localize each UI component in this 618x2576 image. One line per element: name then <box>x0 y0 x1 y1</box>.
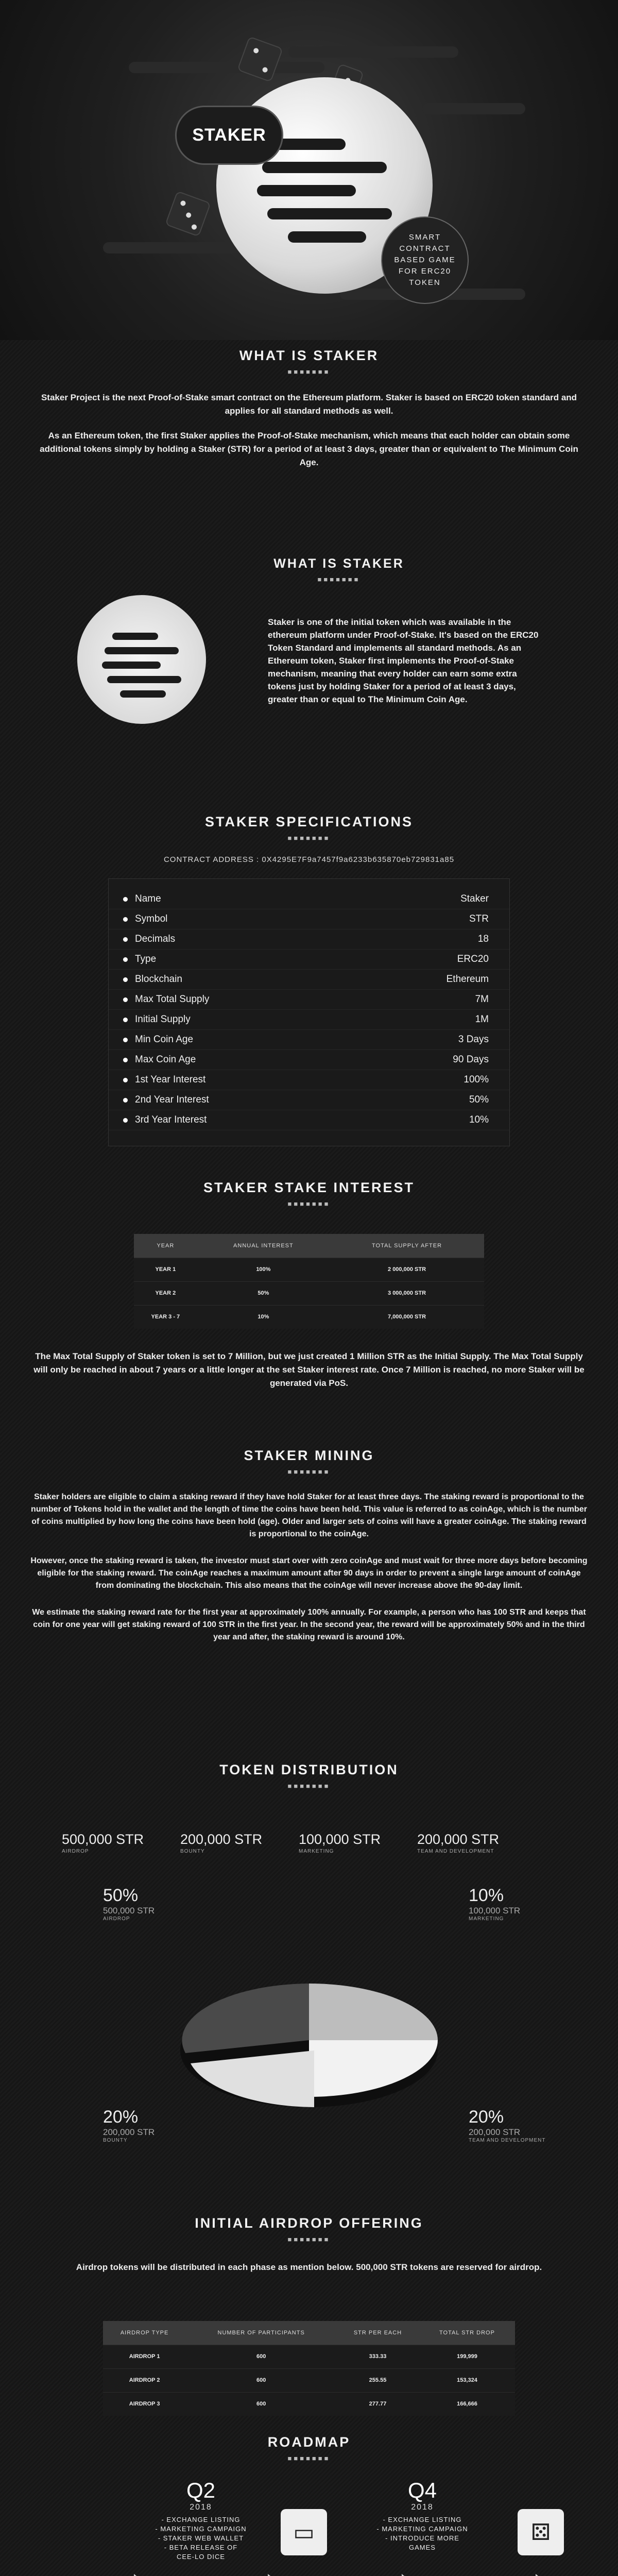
distribution-label: AIRDROP <box>62 1849 89 1854</box>
bullet-icon <box>123 1018 128 1022</box>
roadmap-item: - EXCHANGE LISTING <box>161 2516 241 2523</box>
timeline-arrow <box>134 2574 145 2576</box>
table-row <box>103 2368 515 2392</box>
table-cell: 166,666 <box>419 2392 515 2416</box>
spec-key-label: Type <box>135 954 157 964</box>
table-header-row <box>134 1234 484 1258</box>
decor-bar <box>129 62 324 73</box>
slice-name: BOUNTY <box>103 2138 128 2143</box>
spec-key-label: Decimals <box>135 934 176 944</box>
section-subtitle: ■■■■■■■ <box>287 2235 331 2243</box>
spec-row <box>109 990 509 1010</box>
roadmap-item: - MARKETING CAMPAIGN <box>376 2525 468 2533</box>
table-cell: 3 000,000 STR <box>330 1281 484 1305</box>
slice-name: MARKETING <box>469 1916 504 1922</box>
quarter-year: 2018 <box>411 2503 434 2512</box>
section-title: STAKER STAKE INTEREST <box>203 1180 415 1195</box>
table-cell: 600 <box>186 2345 336 2368</box>
hero-tagline <box>381 216 469 304</box>
contract-address: CONTRACT ADDRESS : 0X4295E7F9a7457f9a6233b635870eb729831a85 <box>163 855 455 864</box>
table-header-cell: YEAR <box>134 1234 197 1258</box>
spec-value: 90 Days <box>453 1054 489 1065</box>
hero-badge: STAKER <box>175 106 283 165</box>
pie-slice-bounty <box>309 2040 438 2097</box>
table-cell: 153,324 <box>419 2368 515 2392</box>
distribution-amount: 100,000 STR <box>299 1832 381 1847</box>
bullet-icon <box>123 1058 128 1062</box>
spec-row <box>109 1110 509 1130</box>
staker-logo-icon <box>77 595 206 724</box>
spec-key <box>123 934 175 945</box>
interest-note: The Max Total Supply of Staker token is set to 7 Million, but we just created 1 Million STR as the Initial Supply. The Max Total Supply will only be reached in about 7 years or a little longer at the set Staker interest rate. Once 7 Million is reached, no more Staker will be generated via PoS. <box>33 1351 585 1388</box>
spec-row <box>109 1010 509 1030</box>
bullet-icon <box>123 957 128 962</box>
distribution-total <box>299 1832 412 1854</box>
tagline-line: CONTRACT <box>399 244 451 253</box>
table-header-row <box>103 2321 515 2345</box>
spec-key-label: Blockchain <box>135 974 182 985</box>
bullet-icon <box>123 1118 128 1123</box>
bullet-icon <box>123 997 128 1002</box>
spec-row <box>109 1030 509 1050</box>
spec-row <box>109 1050 509 1070</box>
table-header-cell: ANNUAL INTEREST <box>197 1234 330 1258</box>
quarter-items <box>144 2515 258 2562</box>
decor-bar <box>288 46 458 58</box>
distribution-amount: 500,000 STR <box>62 1832 144 1847</box>
distribution-label: BOUNTY <box>180 1849 205 1854</box>
tagline-line: FOR ERC20 <box>398 267 452 276</box>
spec-value: Staker <box>460 893 489 904</box>
spec-key <box>123 974 182 985</box>
table-cell: 2 000,000 STR <box>330 1258 484 1281</box>
decor-bar <box>422 103 525 114</box>
spec-key-label: 2nd Year Interest <box>135 1094 209 1105</box>
specifications-table <box>108 878 510 1146</box>
table-cell: 277.77 <box>336 2392 419 2416</box>
staker-mining <box>0 1448 618 1808</box>
distribution-total <box>180 1832 294 1854</box>
roadmap-item: CEE-LO DICE <box>176 2553 226 2561</box>
wallet-icon: ▭ <box>281 2509 327 2555</box>
section-subtitle: ■■■■■■■ <box>287 1468 331 1476</box>
spec-key <box>123 954 156 965</box>
quarter-items <box>366 2515 479 2552</box>
table-header-cell: TOTAL STR DROP <box>419 2321 515 2345</box>
table-cell: 100% <box>197 1258 330 1281</box>
section-subtitle: ■■■■■■■ <box>287 2454 331 2462</box>
intro-paragraph: Staker Project is the next Proof-of-Stake smart contract on the Ethereum platform. Staker is based on ERC20 token standard and applies for all standard methods as well. <box>41 393 577 416</box>
slice-label <box>103 2107 221 2143</box>
airdrop-section <box>0 2215 618 2303</box>
spec-key <box>123 1014 191 1025</box>
distribution-total <box>417 1832 530 1854</box>
section-title: STAKER MINING <box>244 1448 374 1463</box>
bullet-icon <box>123 1078 128 1082</box>
spec-key-label: 3rd Year Interest <box>135 1114 207 1125</box>
roadmap-item: GAMES <box>409 2544 436 2551</box>
mining-paragraph: Staker holders are eligible to claim a staking reward if they have hold Staker for at least three days. The staking reward is proportional to the number of Tokens hold in the wallet and the length of time the coins have been held. This value is referred to as coinAge, which is the number of coins multiplied by how long the coins have been hold (age). Older and larger sets of coins will have a greater coinAge. The staking reward is proportional to the coinAge. <box>31 1493 587 1538</box>
roadmap-header <box>0 2434 618 2486</box>
spec-key-label: 1st Year Interest <box>135 1074 206 1085</box>
table-cell: 333.33 <box>336 2345 419 2368</box>
table-row <box>134 1258 484 1281</box>
section-title: ROADMAP <box>267 2434 351 2450</box>
distribution-amount: 200,000 STR <box>417 1832 500 1847</box>
slice-name: TEAM AND DEVELOPMENT <box>469 2138 546 2143</box>
spec-value: Ethereum <box>446 974 489 985</box>
roadmap-item: - INTRODUCE MORE <box>385 2534 459 2542</box>
table-cell: AIRDROP 3 <box>103 2392 186 2416</box>
spec-value: ERC20 <box>457 954 489 964</box>
spec-row <box>109 909 509 929</box>
spec-value: 10% <box>469 1114 489 1125</box>
spec-value: 1M <box>475 1014 489 1025</box>
spec-key-label: Min Coin Age <box>135 1034 194 1045</box>
roadmap-quarter <box>144 2478 258 2562</box>
slice-amount: 200,000 STR <box>469 2127 521 2137</box>
slice-percent: 20% <box>103 2107 139 2127</box>
table-cell: AIRDROP 1 <box>103 2345 186 2368</box>
roadmap-item: - MARKETING CAMPAIGN <box>155 2525 247 2533</box>
slice-label <box>469 1886 587 1922</box>
airdrop-paragraph: Airdrop tokens will be distributed in each phase as mention below. 500,000 STR tokens are reserved for airdrop. <box>76 2262 542 2272</box>
spec-key-label: Name <box>135 893 161 904</box>
intro-paragraph: As an Ethereum token, the first Staker applies the Proof-of-Stake mechanism, which means that each holder can obtain some additional tokens simply by holding a Staker (STR) for a period of at least 3 days, greater than or equivalent to The Minimum Coin Age. <box>40 431 578 467</box>
slice-percent: 50% <box>103 1886 139 1905</box>
section-title: STAKER SPECIFICATIONS <box>204 814 414 829</box>
dice-icon: ⚄ <box>518 2509 564 2555</box>
staker-logo <box>77 595 206 724</box>
table-row <box>103 2392 515 2416</box>
roadmap-item: - STAKER WEB WALLET <box>158 2534 244 2542</box>
tagline-line: TOKEN <box>409 278 441 287</box>
roadmap-item: - BETA RELEASE OF <box>164 2544 238 2551</box>
table-cell: 7,000,000 STR <box>330 1305 484 1329</box>
spec-value: STR <box>469 913 489 924</box>
interest-table <box>134 1234 484 1329</box>
tagline-line: SMART <box>408 233 441 242</box>
quarter-label: Q2 <box>186 2478 216 2502</box>
spec-row <box>109 1070 509 1090</box>
bullet-icon <box>123 977 128 982</box>
bullet-icon <box>123 897 128 902</box>
dice-icon <box>165 191 211 237</box>
distribution-amount: 200,000 STR <box>180 1832 263 1847</box>
spec-key <box>123 994 209 1005</box>
bullet-icon <box>123 937 128 942</box>
pie-slice-marketing <box>309 1984 438 2040</box>
distribution-label: MARKETING <box>299 1849 334 1854</box>
timeline-arrow <box>268 2574 279 2576</box>
airdrop-table <box>103 2321 515 2416</box>
spec-key <box>123 1094 209 1106</box>
timeline-arrow <box>536 2574 547 2576</box>
table-header-cell: AIRDROP TYPE <box>103 2321 186 2345</box>
spec-key <box>123 1034 193 1045</box>
spec-value: 50% <box>469 1094 489 1105</box>
slice-label <box>103 1886 221 1922</box>
spec-value: 3 Days <box>458 1034 489 1045</box>
table-cell: 50% <box>197 1281 330 1305</box>
table-cell: AIRDROP 2 <box>103 2368 186 2392</box>
table-cell: YEAR 2 <box>134 1281 197 1305</box>
table-cell: 600 <box>186 2392 336 2416</box>
spec-key <box>123 1074 205 1086</box>
distribution-label: TEAM AND DEVELOPMENT <box>417 1849 494 1854</box>
what-is-staker-detail <box>0 544 618 811</box>
section-title: TOKEN DISTRIBUTION <box>219 1762 399 1777</box>
spec-value: 18 <box>477 934 489 944</box>
spec-key-label: Max Total Supply <box>135 994 210 1005</box>
slice-amount: 500,000 STR <box>103 1906 155 1916</box>
table-cell: 255.55 <box>336 2368 419 2392</box>
section-subtitle: ■■■■■■■ <box>287 368 331 376</box>
roadmap-quarter <box>366 2478 479 2552</box>
mining-paragraph: We estimate the staking reward rate for the first year at approximately 100% annually. For example, a person who has 100 STR and keeps that coin for one year will get staking reward of 100 STR in the first year. In the second year, the reward will be approximately 50% and in the third year and after, the staking reward is around 10%. <box>32 1608 586 1641</box>
slice-label <box>469 2107 587 2143</box>
distribution-pie-chart <box>154 1947 464 2133</box>
table-header-cell: NUMBER OF PARTICIPANTS <box>186 2321 336 2345</box>
table-row <box>134 1305 484 1329</box>
bullet-icon <box>123 917 128 922</box>
table-cell: YEAR 1 <box>134 1258 197 1281</box>
section-title: WHAT IS STAKER <box>239 348 379 363</box>
spec-value: 100% <box>464 1074 489 1085</box>
hero <box>0 0 618 340</box>
table-header-cell: TOTAL SUPPLY AFTER <box>330 1234 484 1258</box>
spec-key <box>123 1054 196 1065</box>
quarter-label: Q4 <box>407 2478 437 2502</box>
stake-interest-header <box>0 1180 618 1242</box>
table-cell: 10% <box>197 1305 330 1329</box>
distribution-total <box>62 1832 175 1854</box>
section-subtitle: ■■■■■■■ <box>317 575 360 583</box>
section-title: WHAT IS STAKER <box>273 556 404 571</box>
section-title: INITIAL AIRDROP OFFERING <box>195 2215 423 2231</box>
token-distribution-header <box>0 1762 618 1824</box>
spec-key-label: Symbol <box>135 913 168 924</box>
detail-paragraph: Staker is one of the initial token which was available in the ethereum platform under Proof-of-Stake. It's based on the ERC20 Token Standard and implements all standard methods. As an Ethereum token, Staker first implements the Proof-of-Stake mechanism, meaning that every holder can earn some extra tokens just by holding Staker for a period of at least 3 days, greater than or equal to The Minimum Coin Age. <box>268 617 539 704</box>
table-cell: 600 <box>186 2368 336 2392</box>
spec-key-label: Max Coin Age <box>135 1054 196 1065</box>
spec-row <box>109 950 509 970</box>
what-is-staker-intro <box>0 348 618 533</box>
table-cell: 199,999 <box>419 2345 515 2368</box>
tagline-line: BASED GAME <box>394 256 456 264</box>
specifications-header <box>0 814 618 876</box>
spec-key <box>123 913 167 925</box>
slice-percent: 10% <box>469 1886 504 1905</box>
table-cell: YEAR 3 - 7 <box>134 1305 197 1329</box>
section-subtitle: ■■■■■■■ <box>287 1200 331 1208</box>
quarter-year: 2018 <box>190 2503 212 2512</box>
table-row <box>134 1281 484 1305</box>
table-row <box>103 2345 515 2368</box>
timeline-arrow <box>402 2574 413 2576</box>
spec-row <box>109 1090 509 1110</box>
spec-key-label: Initial Supply <box>135 1014 191 1025</box>
spec-row <box>109 929 509 950</box>
roadmap-item: - EXCHANGE LISTING <box>383 2516 462 2523</box>
slice-amount: 100,000 STR <box>469 1906 521 1916</box>
bullet-icon <box>123 1098 128 1103</box>
dice-icon <box>237 36 283 82</box>
table-header-cell: STR PER EACH <box>336 2321 419 2345</box>
spec-row <box>109 970 509 990</box>
section-subtitle: ■■■■■■■ <box>287 834 331 842</box>
mining-paragraph: However, once the staking reward is taken, the investor must start over with zero coinAge and must wait for three more days before becoming eligible for the staking reward. The coinAge reaches a maximum amount after 90 days in order to prevent a single large amount of coinAge from dominating the blockchain. This also means that the coinAge will never increase above the 90-day limit. <box>30 1556 588 1590</box>
spec-key <box>123 893 161 905</box>
spec-value: 7M <box>475 994 489 1005</box>
slice-amount: 200,000 STR <box>103 2127 155 2137</box>
section-subtitle: ■■■■■■■ <box>287 1782 331 1790</box>
slice-name: AIRDROP <box>103 1916 130 1922</box>
spec-key <box>123 1114 207 1126</box>
bullet-icon <box>123 1038 128 1042</box>
spec-row <box>109 889 509 909</box>
slice-percent: 20% <box>469 2107 504 2127</box>
